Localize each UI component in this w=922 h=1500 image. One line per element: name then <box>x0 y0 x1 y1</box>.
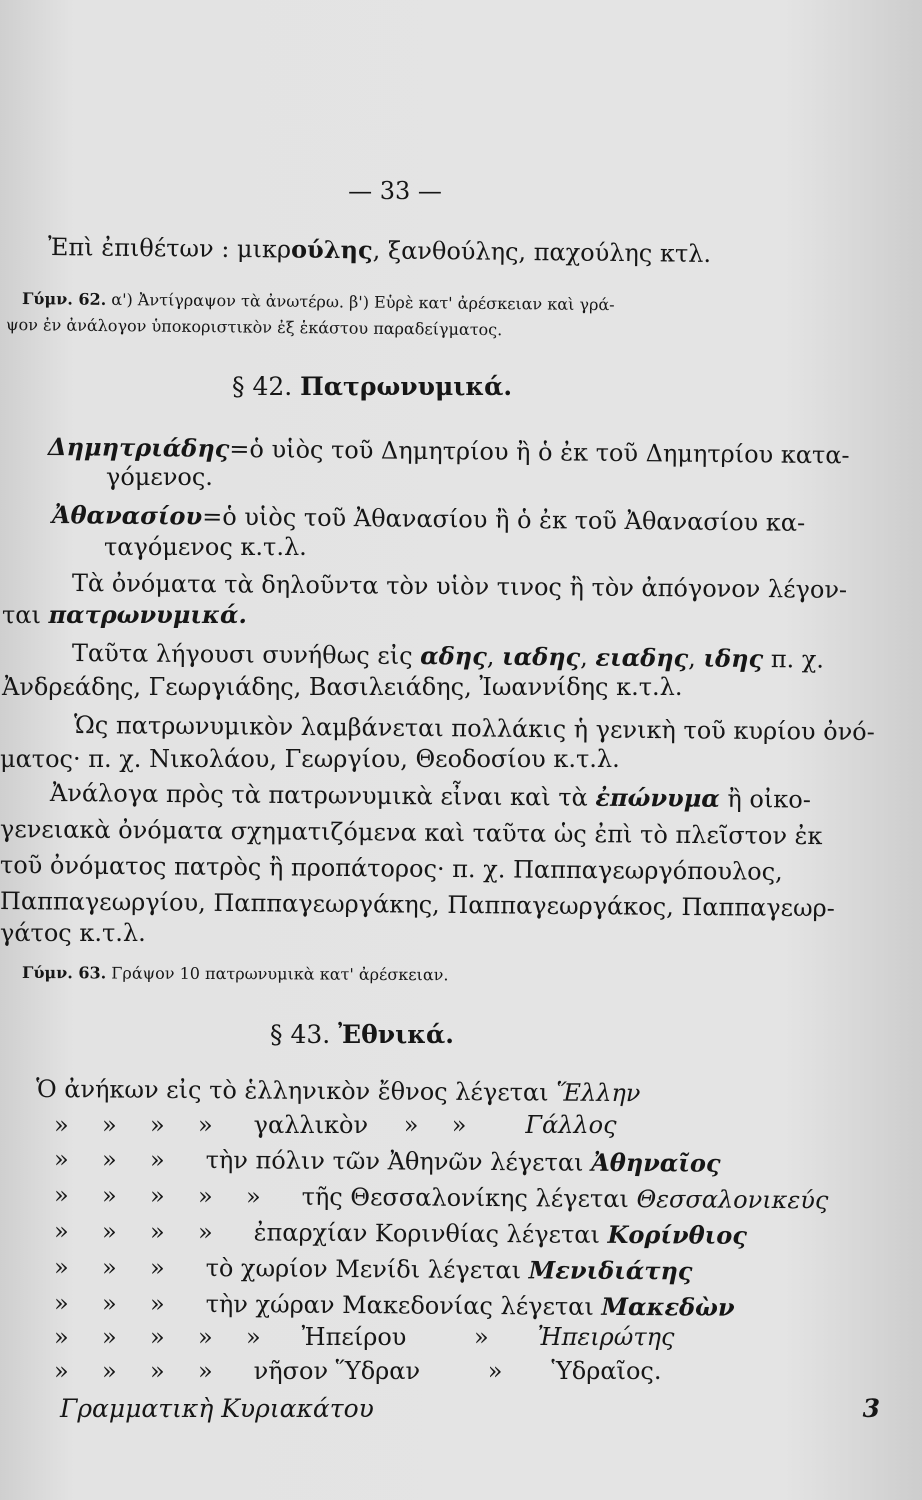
exercise-label: Γύμν. 62. <box>21 289 107 309</box>
book-footer <box>60 1394 880 1424</box>
ditto-mark: » <box>102 1357 117 1385</box>
exercise-62-line-2: ψον ἐν ἀνάλογον ὑποκοριστικὸν ἐξ ἑκάστου παραδείγματος. <box>5 315 503 340</box>
endings-examples: Ἀνδρεάδης, Γεωργιάδης, Βασιλειάδης, Ἰωαννίδης κ.τ.λ. <box>2 673 683 701</box>
ditto-mark: » <box>101 1145 117 1174</box>
page-number: — 33 — <box>348 177 442 205</box>
ditto-mark: » <box>150 1111 165 1139</box>
ethnic-name: Ὑδραῖος. <box>551 1357 662 1385</box>
ethnic-name: Μακεδὼν <box>601 1291 735 1322</box>
ditto-mark: » <box>149 1181 165 1210</box>
text: Ὁ ἀνήκων εἰς τὸ ἑλληνικὸν ἔθνος λέγεται <box>35 1075 557 1107</box>
ditto-mark: » <box>53 1217 69 1246</box>
exercise-text: α') Ἀντίγραψον τὰ ἀνωτέρω. β') Εὑρὲ κατ' ἀρέσκειαν καὶ γρά- <box>106 289 615 315</box>
ditto-mark: » <box>54 1323 69 1351</box>
exercise-63 <box>22 962 449 986</box>
term: Ἀθανασίου <box>51 500 203 531</box>
place: τὴν πόλιν τῶν Ἀθηνῶν λέγεται <box>205 1146 592 1177</box>
text: ἢ οἰκο- <box>719 784 811 814</box>
ditto-mark: » <box>198 1111 213 1139</box>
section-42-heading <box>232 372 512 402</box>
text: ται <box>2 601 49 629</box>
genitive-line-2: ματος· π. χ. Νικολάου, Γεωργίου, Θεοδοσίου κ.τ.λ. <box>0 745 620 773</box>
exercise-62-line-1 <box>22 288 615 316</box>
ditto-mark: » <box>102 1111 117 1139</box>
ethnic-name: Ἕλλην <box>556 1078 641 1108</box>
ethnic-row-athenaios <box>54 1144 721 1179</box>
place: ἐπαρχίαν Κορινθίας λέγεται <box>253 1218 608 1249</box>
ethnic-name: Θεσσαλονικεύς <box>636 1185 829 1215</box>
ditto-mark: » <box>101 1217 117 1246</box>
exercise-label: Γύμν. 63. <box>21 963 107 983</box>
section-title: Πατρωνυμικά. <box>300 372 513 401</box>
ditto-mark: » <box>245 1182 261 1211</box>
diminutive-adjectives-line <box>48 232 711 269</box>
text: π. χ. <box>763 645 825 674</box>
ethnic-row-makedon <box>54 1288 735 1323</box>
term: πατρωνυμικά. <box>48 600 247 629</box>
patronymic-example-1-cont: γόμενος. <box>106 463 213 491</box>
ethnic-row-menidiatis <box>54 1252 693 1286</box>
ditto-mark: » <box>54 1357 69 1385</box>
ditto-mark: » <box>102 1323 117 1351</box>
ditto-mark: » <box>149 1217 165 1246</box>
emphasis: ούλης <box>290 234 373 265</box>
surnames-line-5: γάτος κ.τ.λ. <box>0 919 146 947</box>
place: τὴν χώραν Μακεδονίας λέγεται <box>205 1290 602 1321</box>
section-title: Ἐθνικά. <box>338 1020 454 1049</box>
ditto-mark: » <box>53 1145 69 1174</box>
ethnic-row-epirotis <box>54 1322 674 1352</box>
ending: ιαδης <box>501 641 581 672</box>
section-number: § 42. <box>232 372 293 401</box>
ending: ειαδης <box>595 642 689 673</box>
ditto-mark: » <box>246 1323 261 1351</box>
ditto-mark: » <box>403 1111 419 1139</box>
ditto-mark: » <box>53 1181 69 1210</box>
ethnic-name: Ἠπειρώτης <box>537 1323 675 1351</box>
ethnic-name: Μενιδιάτης <box>528 1255 693 1286</box>
ditto-mark: » <box>474 1323 489 1351</box>
definition: =ὁ υἱὸς τοῦ Ἀθανασίου ἢ ὁ ἐκ τοῦ Ἀθανασίου κα- <box>202 502 806 537</box>
ditto-mark: » <box>150 1323 165 1351</box>
genitive-line-1: Ὡς πατρωνυμικὸν λαμβάνεται πολλάκις ἡ γενικὴ τοῦ κυρίου ὀνό- <box>73 711 875 746</box>
ethnic-name: Γάλλος <box>525 1111 617 1139</box>
ditto-mark: » <box>197 1218 213 1247</box>
place: νῆσον Ὕδραν <box>253 1357 421 1385</box>
term: ἐπώνυμα <box>595 782 720 813</box>
definition-line-1: Τὰ ὀνόματα τὰ δηλοῦντα τὸν υἱὸν τινος ἢ τὸν ἀπόγονον λέγον- <box>71 569 848 604</box>
ethnic-name: Ἀθηναῖος <box>591 1147 721 1178</box>
ditto-mark: » <box>53 1289 69 1318</box>
ditto-mark: » <box>451 1111 467 1139</box>
ethnic-row-hydraios <box>54 1356 661 1386</box>
ditto-mark: » <box>487 1357 503 1385</box>
ditto-mark: » <box>150 1357 165 1385</box>
ditto-mark: » <box>198 1323 213 1351</box>
text: Ταῦτα λήγουσι συνήθως εἰς <box>71 639 421 671</box>
term: Δημητριάδης <box>47 432 230 463</box>
ethnic-row-korinthios <box>54 1216 747 1251</box>
patronymic-example-2-cont: ταγόμενος κ.τ.λ. <box>104 533 307 561</box>
ditto-mark: » <box>101 1289 117 1318</box>
surnames-line-1 <box>50 778 811 815</box>
surnames-line-4: Παππαγεωργίου, Παππαγεωργάκης, Παππαγεωργάκος, Παππαγεωρ- <box>0 887 835 923</box>
ending: ιδης <box>703 643 764 674</box>
ditto-mark: » <box>53 1253 69 1282</box>
ditto-mark: » <box>54 1111 69 1139</box>
surnames-line-2: γενειακὰ ὀνόματα σχηματιζόμενα καὶ ταῦτα ὡς ἐπὶ τὸ πλεῖστον ἐκ <box>0 815 823 851</box>
signature-mark: 3 <box>862 1394 880 1423</box>
definition-line-2 <box>2 600 247 630</box>
place: τὸ χωρίον Μενίδι λέγεται <box>205 1254 529 1285</box>
place: Ἠπείρου <box>301 1323 407 1351</box>
text: Ἐπὶ ἐπιθέτων : μικρ <box>47 233 292 264</box>
place: γαλλικὸν <box>253 1111 369 1139</box>
place: τῆς Θεσσαλονίκης λέγεται <box>301 1182 637 1214</box>
section-43-heading <box>270 1020 454 1050</box>
text: , ξανθούλης, παχούλης κτλ. <box>372 236 712 268</box>
ending: αδης <box>420 641 487 671</box>
ditto-mark: » <box>149 1253 165 1282</box>
definition: =ὁ υἱὸς τοῦ Δημητρίου ἢ ὁ ἐκ τοῦ Δημητρίου κατα- <box>229 434 850 470</box>
ditto-mark: » <box>149 1145 165 1174</box>
ethnic-row-hellen <box>36 1074 641 1108</box>
ditto-mark: » <box>149 1289 165 1318</box>
ditto-mark: » <box>101 1181 117 1210</box>
section-number: § 43. <box>270 1020 331 1049</box>
ditto-mark: » <box>197 1182 213 1211</box>
text: Ἀνάλογα πρὸς τὰ πατρωνυμικὰ εἶναι καὶ τὰ <box>49 779 596 812</box>
ethnic-row-gallos <box>54 1110 617 1140</box>
exercise-text: Γράψον 10 πατρωνυμικὰ κατ' ἀρέσκειαν. <box>106 963 449 985</box>
ditto-mark: » <box>101 1253 117 1282</box>
surnames-line-3: τοῦ ὀνόματος πατρὸς ἢ προπάτορος· π. χ. Παππαγεωργόπουλος, <box>0 851 783 886</box>
ethnic-name: Κορίνθιος <box>607 1219 747 1250</box>
ditto-mark: » <box>198 1357 213 1385</box>
ethnic-row-thessalonikeus <box>54 1180 829 1215</box>
endings-line: Ταῦτα λήγουσι συνήθως εἰς αδης, ιαδης, ειαδης, ιδης π. χ. <box>71 639 825 674</box>
book-title: Γραμματικὴ Κυριακάτου <box>60 1394 374 1423</box>
